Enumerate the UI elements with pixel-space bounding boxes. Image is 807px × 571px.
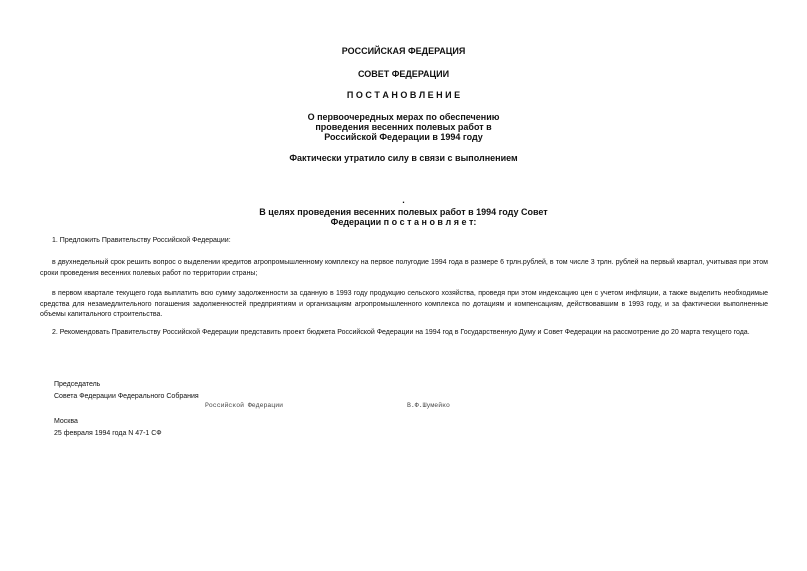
paragraph-1: 1. Предложить Правительству Российской Федерации: <box>52 237 231 244</box>
preamble-line-2: Федерации п о с т а н о в л я е т: <box>330 217 477 227</box>
paragraph-2: в двухнедельный срок решить вопрос о выделении кредитов агропромышленному комплексу на первое полугодие 1994 года в размере 6 трлн.рублей, в том числе 3 трлн. рублей на первый квартал, учитывая при этом сроки проведения весенних полевых работ по территории страны; <box>40 259 768 277</box>
title-line-3: Российской Федерации в 1994 году <box>324 132 483 142</box>
signature-mono-name: В.Ф.Шумейко <box>407 402 450 409</box>
header-body: СОВЕТ ФЕДЕРАЦИИ <box>357 69 450 79</box>
preamble-line-1: В целях проведения весенних полевых работ в 1994 году Совет <box>259 207 548 217</box>
title-line-2: проведения весенних полевых работ в <box>315 122 492 132</box>
signature-organization: Совета Федерации Федерального Собрания <box>54 393 199 400</box>
signature-title: Председатель <box>54 381 101 388</box>
title-line-1: О первоочередных мерах по обеспечению <box>307 112 500 122</box>
date-and-number: 25 февраля 1994 года N 47-1 СФ <box>54 430 162 437</box>
paragraph-3: в первом квартале текущего года выплатить всю сумму задолженности за сданную в 1993 году продукцию сельского хозяйства, проведя при этом индексацию цен с учетом инфляции, а также выделить необходимые средства для незамедлительного погашения задолженностей предприятиям и организациям агропромышленного комплекса по дотациям и компенсациям, действовавшим в 1993 году, и за фактически выполненные объемы капитального строительства. <box>40 290 768 318</box>
place: Москва <box>54 418 78 425</box>
separator-dot: . <box>402 195 405 205</box>
status-line: Фактически утратило силу в связи с выполнением <box>289 153 518 163</box>
header-doc-type: П О С Т А Н О В Л Е Н И Е <box>346 90 461 100</box>
paragraph-4: 2. Рекомендовать Правительству Российской Федерации представить проект бюджета Российской Федерации на 1994 год в Государственную Думу и Совет Федерации на рассмотрение до 20 марта текущего года. <box>52 329 750 336</box>
header-country: РОССИЙСКАЯ ФЕДЕРАЦИЯ <box>341 46 466 56</box>
signature-mono-org: Российской Федерации <box>205 402 284 409</box>
